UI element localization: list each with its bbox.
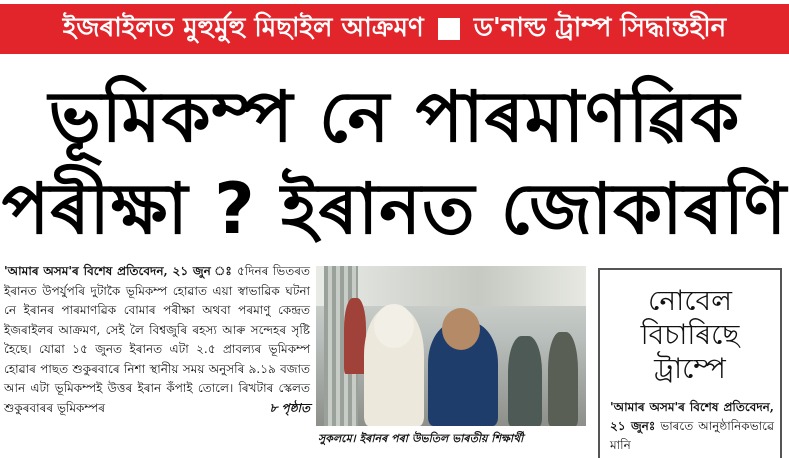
sidebar-body [610, 398, 774, 455]
headline-line-2: পৰীক্ষা ? ইৰানত জোকাৰণি [1, 168, 788, 250]
sidebar-title-line: বিচাৰিছে [640, 318, 740, 351]
news-photo [316, 266, 586, 426]
photo-caption: সুকলমে। ইৰানৰ পৰা উভতিল ভাৰতীয় শিক্ষাৰ্থী [318, 432, 524, 445]
photo-person [374, 304, 414, 348]
photo-person [442, 308, 480, 350]
sidebar-text: ভাৰতে আনুষ্ঠানিকভাৱে মানি [610, 419, 774, 452]
sidebar-title-line: নোবেল [648, 284, 732, 317]
sidebar-title [600, 284, 780, 386]
story-text: ৫দিনৰ ভিতৰত ইৰানত উপৰ্যুপৰি দুটাকৈ ভূমিকম্প হোৱাত এয়া স্বাভাৱিক ঘটনা নে ইৰানৰ পাৰমাণৱিক বোমাৰ পৰীক্ষা অথবা পৰমাণু কেন্দ্ৰত ইজৰাইলৰ আক্ৰমণ, সেই লৈ বিশ্বজুৰি ৰহস্য আৰু সন্দেহৰ সৃষ্টি হৈছে। যোৱা ১৫ জুনত ইৰানত এটা ২.৫ প্ৰাবল্যৰ ভূমিকম্প হোৱাৰ পাছত শুকুৰবাৰে নিশা স্থানীয় সময় অনুসৰি ৯.১৯ বজাত আন এটা ভূমিকম্পই উত্তৰ ইৰান কঁপাই তোলে। ৰিখটাৰ স্কেলত শুকুৰবাৰৰ ভূমিকম্পৰ [4, 264, 310, 415]
banner-left-text: ইজৰাইলত মুহুৰ্মুহু মিছাইল আক্ৰমণ [62, 13, 424, 43]
photo-person [344, 298, 366, 374]
top-banner [0, 4, 789, 54]
story-byline: 'আমাৰ অসম'ৰ বিশেষ প্ৰতিবেদন, ২১ জুন ঃ [4, 264, 233, 278]
story-page-ref[interactable]: ৮ পৃষ্ঠাত [269, 400, 310, 415]
photo-person [548, 332, 578, 426]
square-separator-icon [438, 18, 460, 40]
main-story [4, 262, 310, 418]
headline-line-1: ভূমিকম্প নে পাৰমাণৱিক [48, 76, 741, 158]
sidebar-story [598, 268, 782, 458]
sidebar-byline: 'আমাৰ অসম'ৰ বিশেষ প্ৰতিবেদন, ২১ জুনঃ [610, 400, 774, 433]
banner-right-text: ড'নাল্ড ট্ৰাম্প সিদ্ধান্তহীন [473, 13, 727, 43]
sidebar-title-line: ট্ৰাম্পে [654, 352, 726, 385]
photo-person [508, 336, 542, 426]
